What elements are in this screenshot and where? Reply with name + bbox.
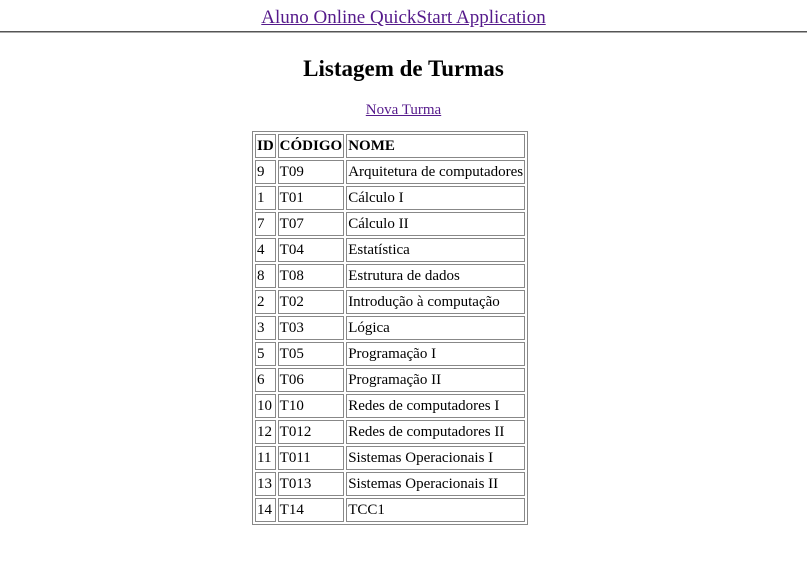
cell-nome: Introdução à computação [346,290,525,314]
table-row [255,316,525,340]
cell-codigo: T04 [278,238,345,262]
cell-id: 5 [255,342,276,366]
table-row [255,186,525,210]
cell-nome: TCC1 [346,498,525,522]
cell-codigo: T07 [278,212,345,236]
cell-nome: Estrutura de dados [346,264,525,288]
cell-id: 14 [255,498,276,522]
cell-codigo: T05 [278,342,345,366]
cell-codigo: T06 [278,368,345,392]
cell-nome: Cálculo II [346,212,525,236]
cell-id: 7 [255,212,276,236]
column-header-nome: NOME [346,134,525,158]
table-header-row [255,134,525,158]
cell-id: 6 [255,368,276,392]
table-row [255,238,525,262]
table-row [255,290,525,314]
cell-nome: Arquitetura de computadores [346,160,525,184]
cell-nome: Programação II [346,368,525,392]
cell-nome: Sistemas Operacionais I [346,446,525,470]
cell-nome: Redes de computadores II [346,420,525,444]
cell-codigo: T09 [278,160,345,184]
table-row [255,394,525,418]
cell-codigo: T01 [278,186,345,210]
cell-nome: Redes de computadores I [346,394,525,418]
cell-codigo: T012 [278,420,345,444]
cell-codigo: T011 [278,446,345,470]
cell-id: 1 [255,186,276,210]
cell-nome: Programação I [346,342,525,366]
cell-codigo: T14 [278,498,345,522]
turmas-table [252,131,528,525]
table-row [255,420,525,444]
app-home-link[interactable]: Aluno Online QuickStart Application [261,7,546,28]
cell-codigo: T10 [278,394,345,418]
table-row [255,212,525,236]
new-turma-link[interactable]: Nova Turma [365,102,442,118]
cell-codigo: T02 [278,290,345,314]
column-header-codigo: CÓDIGO [278,134,345,158]
cell-codigo: T08 [278,264,345,288]
cell-nome: Lógica [346,316,525,340]
cell-nome: Cálculo I [346,186,525,210]
table-row [255,368,525,392]
cell-id: 9 [255,160,276,184]
new-turma-container [0,101,807,119]
table-row [255,160,525,184]
cell-id: 3 [255,316,276,340]
table-container [252,131,532,525]
cell-id: 12 [255,420,276,444]
header [0,0,807,30]
cell-nome: Sistemas Operacionais II [346,472,525,496]
cell-id: 11 [255,446,276,470]
cell-id: 2 [255,290,276,314]
table-body [255,160,525,522]
table-row [255,342,525,366]
cell-codigo: T013 [278,472,345,496]
cell-id: 8 [255,264,276,288]
page-title: Listagem de Turmas [303,56,504,81]
cell-id: 13 [255,472,276,496]
table-row [255,472,525,496]
column-header-id: ID [255,134,276,158]
header-divider [0,31,807,33]
table-row [255,264,525,288]
cell-id: 4 [255,238,276,262]
table-row [255,446,525,470]
table-row [255,498,525,522]
cell-id: 10 [255,394,276,418]
cell-nome: Estatística [346,238,525,262]
cell-codigo: T03 [278,316,345,340]
